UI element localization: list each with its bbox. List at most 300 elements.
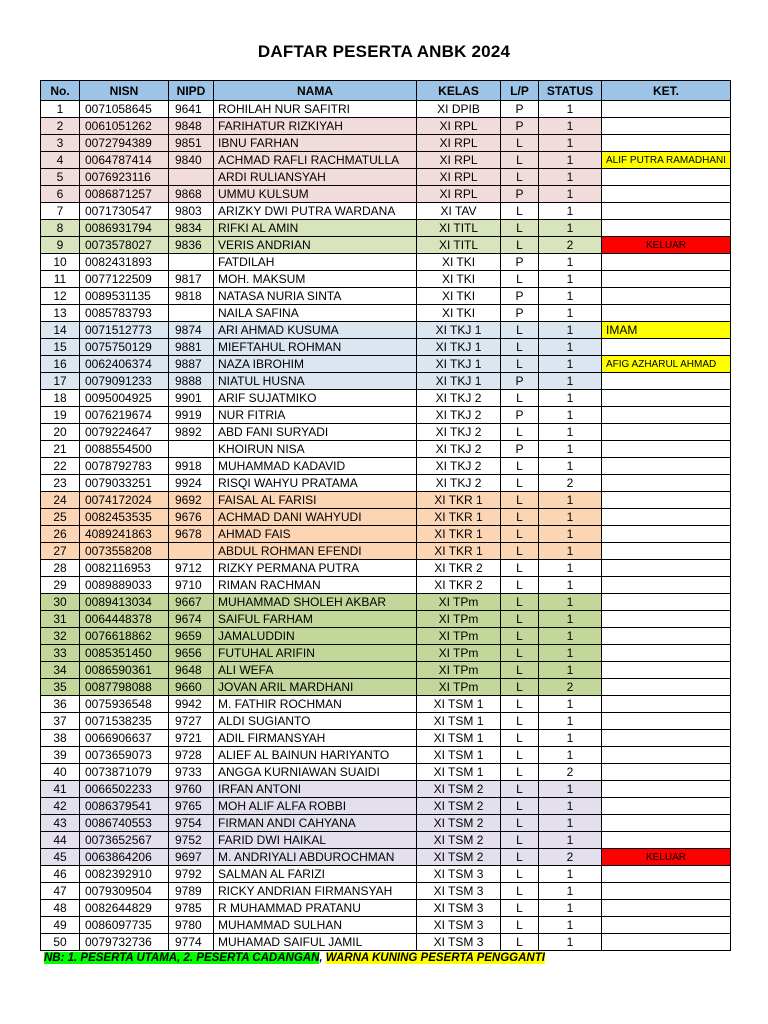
cell-kelas: XI TKJ 1 (417, 373, 501, 390)
cell-kelas: XI TKR 1 (417, 509, 501, 526)
cell-lp: L (501, 662, 539, 679)
cell-status: 1 (539, 203, 602, 220)
table-row (41, 815, 731, 832)
cell-nisn: 0066906637 (80, 730, 169, 747)
cell-nama: ACHMAD DANI WAHYUDI (214, 509, 417, 526)
cell-nipd: 9733 (169, 764, 214, 781)
cell-lp: P (501, 254, 539, 271)
table-row (41, 798, 731, 815)
cell-nama: NAILA SAFINA (214, 305, 417, 322)
cell-lp: L (501, 492, 539, 509)
cell-ket: KELUAR (602, 237, 731, 254)
cell-kelas: XI TKJ 2 (417, 475, 501, 492)
cell-ket: AFIG AZHARUL AHMAD (602, 356, 731, 373)
cell-nama: RICKY ANDRIAN FIRMANSYAH (214, 883, 417, 900)
table-row (41, 322, 731, 339)
cell-no: 6 (41, 186, 80, 203)
cell-ket (602, 560, 731, 577)
cell-nama: RIFKI AL AMIN (214, 220, 417, 237)
cell-kelas: XI RPL (417, 152, 501, 169)
cell-nisn: 0076219674 (80, 407, 169, 424)
cell-lp: L (501, 815, 539, 832)
cell-no: 47 (41, 883, 80, 900)
cell-nisn: 0086590361 (80, 662, 169, 679)
cell-nama: IRFAN ANTONI (214, 781, 417, 798)
cell-no: 32 (41, 628, 80, 645)
cell-nisn: 0079033251 (80, 475, 169, 492)
cell-nisn: 0078792783 (80, 458, 169, 475)
cell-kelas: XI TKR 1 (417, 543, 501, 560)
cell-nipd: 9887 (169, 356, 214, 373)
table-row (41, 492, 731, 509)
cell-ket (602, 373, 731, 390)
cell-nisn: 0072794389 (80, 135, 169, 152)
table-row (41, 679, 731, 696)
footnote (44, 950, 545, 966)
cell-status: 1 (539, 730, 602, 747)
cell-ket: ALIF PUTRA RAMADHANI (602, 152, 731, 169)
cell-kelas: XI TKR 1 (417, 526, 501, 543)
header-nipd: NIPD (169, 81, 214, 101)
cell-nama: ARIF SUJATMIKO (214, 390, 417, 407)
cell-ket (602, 118, 731, 135)
cell-nama: MUHAMAD SAIFUL JAMIL (214, 934, 417, 951)
cell-nisn: 0079732736 (80, 934, 169, 951)
cell-nipd: 9712 (169, 560, 214, 577)
cell-nisn: 0086379541 (80, 798, 169, 815)
cell-lp: L (501, 356, 539, 373)
cell-ket (602, 679, 731, 696)
table-row (41, 866, 731, 883)
cell-lp: L (501, 696, 539, 713)
header-status: STATUS (539, 81, 602, 101)
cell-ket (602, 662, 731, 679)
cell-nipd: 9648 (169, 662, 214, 679)
cell-kelas: XI TSM 3 (417, 866, 501, 883)
cell-no: 3 (41, 135, 80, 152)
cell-no: 11 (41, 271, 80, 288)
cell-nisn: 0079091233 (80, 373, 169, 390)
cell-lp: L (501, 594, 539, 611)
cell-nipd (169, 169, 214, 186)
cell-nipd: 9817 (169, 271, 214, 288)
table-row (41, 220, 731, 237)
cell-nama: ARI AHMAD KUSUMA (214, 322, 417, 339)
cell-no: 39 (41, 747, 80, 764)
cell-nipd: 9818 (169, 288, 214, 305)
cell-nama: SAIFUL FARHAM (214, 611, 417, 628)
cell-no: 15 (41, 339, 80, 356)
cell-ket (602, 696, 731, 713)
cell-lp: L (501, 713, 539, 730)
cell-kelas: XI TKI (417, 254, 501, 271)
cell-kelas: XI TITL (417, 237, 501, 254)
table-row (41, 509, 731, 526)
cell-ket (602, 883, 731, 900)
cell-nipd: 9752 (169, 832, 214, 849)
cell-ket (602, 186, 731, 203)
table-row (41, 305, 731, 322)
cell-status: 1 (539, 441, 602, 458)
cell-no: 50 (41, 934, 80, 951)
cell-nipd: 9785 (169, 900, 214, 917)
cell-nisn: 0082644829 (80, 900, 169, 917)
cell-kelas: XI TKJ 1 (417, 339, 501, 356)
cell-kelas: XI TAV (417, 203, 501, 220)
footnote-separator: , (319, 952, 326, 964)
cell-nama: SALMAN AL FARIZI (214, 866, 417, 883)
cell-no: 35 (41, 679, 80, 696)
table-row (41, 900, 731, 917)
cell-nama: FARID DWI HAIKAL (214, 832, 417, 849)
cell-nama: ARDI RULIANSYAH (214, 169, 417, 186)
cell-kelas: XI TSM 1 (417, 696, 501, 713)
cell-ket (602, 475, 731, 492)
cell-nama: R MUHAMMAD PRATANU (214, 900, 417, 917)
cell-status: 1 (539, 407, 602, 424)
cell-lp: L (501, 560, 539, 577)
document-title: DAFTAR PESERTA ANBK 2024 (257, 42, 511, 61)
cell-nisn: 0061051262 (80, 118, 169, 135)
cell-status: 1 (539, 798, 602, 815)
cell-no: 36 (41, 696, 80, 713)
cell-status: 1 (539, 917, 602, 934)
cell-ket (602, 169, 731, 186)
cell-nama: VERIS ANDRIAN (214, 237, 417, 254)
cell-no: 34 (41, 662, 80, 679)
cell-no: 42 (41, 798, 80, 815)
cell-nipd: 9789 (169, 883, 214, 900)
cell-no: 8 (41, 220, 80, 237)
cell-kelas: XI TSM 2 (417, 781, 501, 798)
cell-lp: L (501, 747, 539, 764)
cell-no: 26 (41, 526, 80, 543)
cell-nama: ADIL FIRMANSYAH (214, 730, 417, 747)
cell-nipd: 9780 (169, 917, 214, 934)
cell-kelas: XI TSM 3 (417, 934, 501, 951)
cell-nisn: 0071538235 (80, 713, 169, 730)
cell-no: 2 (41, 118, 80, 135)
cell-nipd: 9836 (169, 237, 214, 254)
cell-status: 1 (539, 220, 602, 237)
cell-status: 1 (539, 900, 602, 917)
table-row (41, 849, 731, 866)
cell-nama: RIZKY PERMANA PUTRA (214, 560, 417, 577)
table-row (41, 356, 731, 373)
table-row (41, 254, 731, 271)
table-row (41, 339, 731, 356)
cell-nisn: 0076618862 (80, 628, 169, 645)
cell-ket (602, 866, 731, 883)
cell-nipd: 9760 (169, 781, 214, 798)
cell-kelas: XI TKJ 1 (417, 356, 501, 373)
cell-kelas: XI TKR 2 (417, 560, 501, 577)
cell-ket (602, 509, 731, 526)
cell-nisn: 0064787414 (80, 152, 169, 169)
cell-nisn: 0073652567 (80, 832, 169, 849)
cell-lp: L (501, 458, 539, 475)
cell-ket (602, 254, 731, 271)
cell-status: 1 (539, 458, 602, 475)
cell-nama: NAZA IBROHIM (214, 356, 417, 373)
cell-nisn: 0082116953 (80, 560, 169, 577)
table-row (41, 203, 731, 220)
cell-lp: P (501, 305, 539, 322)
table-row (41, 764, 731, 781)
cell-lp: L (501, 883, 539, 900)
cell-lp: L (501, 339, 539, 356)
cell-lp: L (501, 169, 539, 186)
cell-kelas: XI TSM 3 (417, 917, 501, 934)
cell-status: 1 (539, 883, 602, 900)
cell-status: 1 (539, 662, 602, 679)
cell-nama: MOH ALIF ALFA ROBBI (214, 798, 417, 815)
table-row (41, 169, 731, 186)
cell-kelas: XI TSM 2 (417, 798, 501, 815)
cell-nipd: 9697 (169, 849, 214, 866)
cell-status: 1 (539, 645, 602, 662)
cell-lp: P (501, 407, 539, 424)
cell-kelas: XI TPm (417, 662, 501, 679)
cell-lp: L (501, 509, 539, 526)
cell-status: 1 (539, 543, 602, 560)
cell-nisn: 0076923116 (80, 169, 169, 186)
cell-status: 1 (539, 526, 602, 543)
cell-lp: L (501, 934, 539, 951)
cell-no: 38 (41, 730, 80, 747)
cell-nipd: 9721 (169, 730, 214, 747)
cell-nisn: 0073659073 (80, 747, 169, 764)
cell-status: 1 (539, 492, 602, 509)
cell-kelas: XI TSM 1 (417, 764, 501, 781)
cell-nisn: 0071512773 (80, 322, 169, 339)
cell-ket (602, 424, 731, 441)
cell-nipd: 9892 (169, 424, 214, 441)
cell-nisn: 0071730547 (80, 203, 169, 220)
cell-nisn: 0089531135 (80, 288, 169, 305)
cell-no: 17 (41, 373, 80, 390)
table-row (41, 186, 731, 203)
cell-kelas: XI TSM 1 (417, 713, 501, 730)
cell-status: 1 (539, 560, 602, 577)
cell-nipd: 9656 (169, 645, 214, 662)
cell-kelas: XI TKR 2 (417, 577, 501, 594)
cell-kelas: XI TPm (417, 679, 501, 696)
cell-ket (602, 781, 731, 798)
cell-status: 1 (539, 339, 602, 356)
table-row (41, 135, 731, 152)
cell-lp: L (501, 611, 539, 628)
cell-nama: ALDI SUGIANTO (214, 713, 417, 730)
cell-lp: L (501, 866, 539, 883)
cell-nipd: 9942 (169, 696, 214, 713)
cell-ket (602, 203, 731, 220)
cell-no: 43 (41, 815, 80, 832)
cell-nipd (169, 441, 214, 458)
cell-ket (602, 492, 731, 509)
cell-kelas: XI TKI (417, 288, 501, 305)
cell-ket (602, 628, 731, 645)
cell-nipd: 9792 (169, 866, 214, 883)
cell-lp: L (501, 645, 539, 662)
cell-nisn: 0086097735 (80, 917, 169, 934)
cell-status: 1 (539, 305, 602, 322)
cell-status: 2 (539, 475, 602, 492)
table-row (41, 560, 731, 577)
cell-nipd: 9881 (169, 339, 214, 356)
cell-status: 1 (539, 424, 602, 441)
cell-nipd (169, 254, 214, 271)
cell-kelas: XI TITL (417, 220, 501, 237)
cell-nama: NIATUL HUSNA (214, 373, 417, 390)
cell-nipd: 9754 (169, 815, 214, 832)
cell-lp: P (501, 441, 539, 458)
cell-no: 16 (41, 356, 80, 373)
cell-nama: ROHILAH NUR SAFITRI (214, 101, 417, 118)
cell-lp: L (501, 832, 539, 849)
cell-nipd (169, 305, 214, 322)
cell-nama: ALIEF AL BAINUN HARIYANTO (214, 747, 417, 764)
table-row (41, 118, 731, 135)
cell-ket (602, 934, 731, 951)
table-row (41, 373, 731, 390)
cell-nama: JOVAN ARIL MARDHANI (214, 679, 417, 696)
cell-nama: M. ANDRIYALI ABDUROCHMAN (214, 849, 417, 866)
cell-nipd: 9848 (169, 118, 214, 135)
cell-nama: ARIZKY DWI PUTRA WARDANA (214, 203, 417, 220)
table-row (41, 934, 731, 951)
cell-no: 30 (41, 594, 80, 611)
cell-ket (602, 458, 731, 475)
cell-kelas: XI TKI (417, 271, 501, 288)
table-row (41, 628, 731, 645)
cell-nipd: 9874 (169, 322, 214, 339)
cell-lp: L (501, 390, 539, 407)
cell-nipd: 9727 (169, 713, 214, 730)
cell-lp: L (501, 917, 539, 934)
cell-ket (602, 713, 731, 730)
cell-ket (602, 747, 731, 764)
cell-kelas: XI TSM 2 (417, 832, 501, 849)
cell-lp: L (501, 764, 539, 781)
cell-ket (602, 832, 731, 849)
cell-nama: FUTUHAL ARIFIN (214, 645, 417, 662)
cell-ket (602, 594, 731, 611)
cell-lp: L (501, 900, 539, 917)
cell-nipd: 9659 (169, 628, 214, 645)
table-row (41, 288, 731, 305)
cell-lp: L (501, 322, 539, 339)
cell-no: 31 (41, 611, 80, 628)
cell-no: 4 (41, 152, 80, 169)
cell-nisn: 0077122509 (80, 271, 169, 288)
cell-ket (602, 815, 731, 832)
cell-no: 41 (41, 781, 80, 798)
cell-nama: ANGGA KURNIAWAN SUAIDI (214, 764, 417, 781)
table-body (41, 101, 731, 951)
cell-ket (602, 730, 731, 747)
cell-nipd: 9676 (169, 509, 214, 526)
cell-nisn: 0086931794 (80, 220, 169, 237)
cell-no: 40 (41, 764, 80, 781)
cell-kelas: XI RPL (417, 135, 501, 152)
cell-no: 10 (41, 254, 80, 271)
cell-no: 12 (41, 288, 80, 305)
cell-lp: L (501, 798, 539, 815)
cell-nama: ALI WEFA (214, 662, 417, 679)
cell-status: 1 (539, 747, 602, 764)
table-row (41, 152, 731, 169)
cell-no: 44 (41, 832, 80, 849)
cell-nisn: 4089241863 (80, 526, 169, 543)
cell-kelas: XI TKJ 2 (417, 407, 501, 424)
cell-nisn: 0075750129 (80, 339, 169, 356)
cell-nama: AHMAD FAIS (214, 526, 417, 543)
cell-lp: L (501, 543, 539, 560)
table-row (41, 271, 731, 288)
table-row (41, 696, 731, 713)
cell-status: 2 (539, 764, 602, 781)
cell-nipd: 9774 (169, 934, 214, 951)
cell-ket (602, 798, 731, 815)
cell-nama: MOH. MAKSUM (214, 271, 417, 288)
cell-kelas: XI TSM 3 (417, 900, 501, 917)
cell-nama: MIEFTAHUL ROHMAN (214, 339, 417, 356)
cell-no: 28 (41, 560, 80, 577)
cell-lp: L (501, 781, 539, 798)
cell-ket (602, 764, 731, 781)
cell-nama: IBNU FARHAN (214, 135, 417, 152)
cell-ket (602, 101, 731, 118)
cell-no: 25 (41, 509, 80, 526)
cell-nisn: 0087798088 (80, 679, 169, 696)
cell-nipd: 9667 (169, 594, 214, 611)
cell-nisn: 0082453535 (80, 509, 169, 526)
cell-nama: ACHMAD RAFLI RACHMATULLA (214, 152, 417, 169)
cell-ket (602, 645, 731, 662)
table-row (41, 577, 731, 594)
cell-kelas: XI TKJ 2 (417, 458, 501, 475)
cell-status: 1 (539, 356, 602, 373)
cell-nama: RISQI WAHYU PRATAMA (214, 475, 417, 492)
cell-ket (602, 135, 731, 152)
cell-no: 23 (41, 475, 80, 492)
cell-status: 1 (539, 509, 602, 526)
table-row (41, 730, 731, 747)
cell-nisn: 0062406374 (80, 356, 169, 373)
cell-lp: L (501, 271, 539, 288)
cell-ket (602, 441, 731, 458)
cell-kelas: XI TPm (417, 611, 501, 628)
table-row (41, 237, 731, 254)
footnote-yellow-note: WARNA KUNING PESERTA PENGGANTI (325, 952, 545, 964)
cell-ket (602, 577, 731, 594)
cell-no: 24 (41, 492, 80, 509)
cell-nipd (169, 543, 214, 560)
cell-kelas: XI TPm (417, 628, 501, 645)
cell-nama: NATASA NURIA SINTA (214, 288, 417, 305)
cell-nipd: 9834 (169, 220, 214, 237)
cell-kelas: XI TKI (417, 305, 501, 322)
cell-no: 27 (41, 543, 80, 560)
cell-status: 1 (539, 169, 602, 186)
cell-no: 33 (41, 645, 80, 662)
cell-no: 1 (41, 101, 80, 118)
header-nisn: NISN (80, 81, 169, 101)
cell-kelas: XI TKR 1 (417, 492, 501, 509)
cell-nama: FATDILAH (214, 254, 417, 271)
cell-nama: M. FATHIR ROCHMAN (214, 696, 417, 713)
